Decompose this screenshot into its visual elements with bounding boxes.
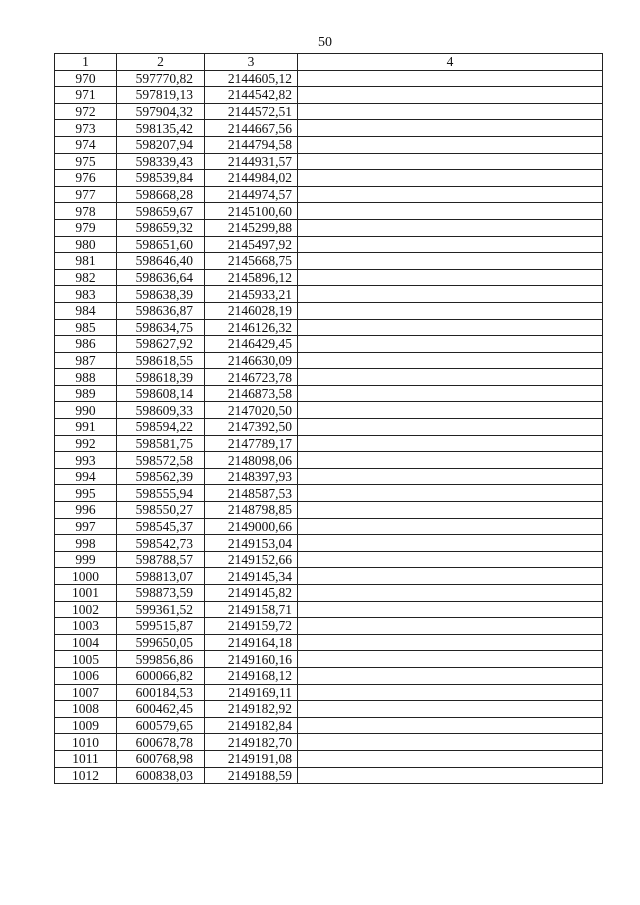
y-coordinate-cell: 2145933,21 [205,286,298,303]
table-row [55,468,603,485]
table-row [55,219,603,236]
y-coordinate-cell: 2148798,85 [205,502,298,519]
notes-cell [298,402,603,419]
y-coordinate-cell: 2146873,58 [205,385,298,402]
y-coordinate-cell: 2146723,78 [205,369,298,386]
x-coordinate-cell: 598651,60 [117,236,205,253]
notes-cell [298,136,603,153]
y-coordinate-cell: 2144984,02 [205,170,298,187]
table-row [55,103,603,120]
x-coordinate-cell: 600066,82 [117,667,205,684]
x-coordinate-cell: 598608,14 [117,385,205,402]
x-coordinate-cell: 599361,52 [117,601,205,618]
table-row [55,618,603,635]
column-header-1: 1 [55,54,117,71]
notes-cell [298,302,603,319]
table-row [55,502,603,519]
y-coordinate-cell: 2149000,66 [205,518,298,535]
table-row [55,651,603,668]
x-coordinate-cell: 598555,94 [117,485,205,502]
point-number-cell: 974 [55,136,117,153]
y-coordinate-cell: 2149191,08 [205,750,298,767]
y-coordinate-cell: 2149188,59 [205,767,298,784]
x-coordinate-cell: 598638,39 [117,286,205,303]
notes-cell [298,419,603,436]
x-coordinate-cell: 598550,27 [117,502,205,519]
notes-cell [298,684,603,701]
point-number-cell: 1011 [55,750,117,767]
table-row [55,253,603,270]
y-coordinate-cell: 2149153,04 [205,535,298,552]
point-number-cell: 979 [55,219,117,236]
point-number-cell: 999 [55,551,117,568]
notes-cell [298,170,603,187]
y-coordinate-cell: 2145497,92 [205,236,298,253]
table-row [55,286,603,303]
x-coordinate-cell: 598539,84 [117,170,205,187]
point-number-cell: 986 [55,336,117,353]
point-number-cell: 1003 [55,618,117,635]
y-coordinate-cell: 2145299,88 [205,219,298,236]
x-coordinate-cell: 598545,37 [117,518,205,535]
x-coordinate-cell: 598609,33 [117,402,205,419]
y-coordinate-cell: 2149152,66 [205,551,298,568]
x-coordinate-cell: 598646,40 [117,253,205,270]
y-coordinate-cell: 2149168,12 [205,667,298,684]
table-row [55,170,603,187]
point-number-cell: 1004 [55,634,117,651]
x-coordinate-cell: 599856,86 [117,651,205,668]
table-row [55,750,603,767]
table-row [55,568,603,585]
point-number-cell: 1008 [55,701,117,718]
y-coordinate-cell: 2148587,53 [205,485,298,502]
notes-cell [298,286,603,303]
x-coordinate-cell: 598873,59 [117,585,205,602]
x-coordinate-cell: 598659,67 [117,203,205,220]
point-number-cell: 975 [55,153,117,170]
x-coordinate-cell: 598135,42 [117,120,205,137]
point-number-cell: 973 [55,120,117,137]
point-number-cell: 977 [55,186,117,203]
notes-cell [298,634,603,651]
x-coordinate-cell: 598627,92 [117,336,205,353]
table-row [55,87,603,104]
y-coordinate-cell: 2144794,58 [205,136,298,153]
x-coordinate-cell: 598659,32 [117,219,205,236]
y-coordinate-cell: 2146429,45 [205,336,298,353]
point-number-cell: 983 [55,286,117,303]
point-number-cell: 998 [55,535,117,552]
y-coordinate-cell: 2146126,32 [205,319,298,336]
notes-cell [298,186,603,203]
point-number-cell: 990 [55,402,117,419]
y-coordinate-cell: 2144542,82 [205,87,298,104]
notes-cell [298,618,603,635]
y-coordinate-cell: 2149159,72 [205,618,298,635]
x-coordinate-cell: 598207,94 [117,136,205,153]
notes-cell [298,70,603,87]
notes-cell [298,585,603,602]
x-coordinate-cell: 598788,57 [117,551,205,568]
point-number-cell: 1009 [55,717,117,734]
point-number-cell: 988 [55,369,117,386]
table-row [55,419,603,436]
y-coordinate-cell: 2145896,12 [205,269,298,286]
table-row [55,551,603,568]
table-row [55,236,603,253]
x-coordinate-cell: 599515,87 [117,618,205,635]
table-row [55,269,603,286]
x-coordinate-cell: 600184,53 [117,684,205,701]
notes-cell [298,236,603,253]
point-number-cell: 993 [55,452,117,469]
x-coordinate-cell: 598618,55 [117,352,205,369]
y-coordinate-cell: 2144572,51 [205,103,298,120]
table-row [55,452,603,469]
notes-cell [298,219,603,236]
point-number-cell: 996 [55,502,117,519]
y-coordinate-cell: 2148397,93 [205,468,298,485]
notes-cell [298,269,603,286]
notes-cell [298,385,603,402]
x-coordinate-cell: 598668,28 [117,186,205,203]
y-coordinate-cell: 2146630,09 [205,352,298,369]
notes-cell [298,568,603,585]
table-row [55,634,603,651]
table-row [55,120,603,137]
point-number-cell: 984 [55,302,117,319]
y-coordinate-cell: 2145668,75 [205,253,298,270]
notes-cell [298,667,603,684]
table-row [55,369,603,386]
x-coordinate-cell: 600768,98 [117,750,205,767]
point-number-cell: 1006 [55,667,117,684]
table-body [55,70,603,784]
point-number-cell: 989 [55,385,117,402]
point-number-cell: 972 [55,103,117,120]
y-coordinate-cell: 2149145,82 [205,585,298,602]
y-coordinate-cell: 2144931,57 [205,153,298,170]
point-number-cell: 1005 [55,651,117,668]
y-coordinate-cell: 2144667,56 [205,120,298,137]
table-row [55,136,603,153]
notes-cell [298,502,603,519]
x-coordinate-cell: 597904,32 [117,103,205,120]
point-number-cell: 976 [55,170,117,187]
column-header-4: 4 [298,54,603,71]
table-row [55,319,603,336]
point-number-cell: 1002 [55,601,117,618]
x-coordinate-cell: 600678,78 [117,734,205,751]
x-coordinate-cell: 598618,39 [117,369,205,386]
table-row [55,767,603,784]
point-number-cell: 997 [55,518,117,535]
notes-cell [298,518,603,535]
table-row [55,518,603,535]
table-row [55,535,603,552]
notes-cell [298,601,603,618]
point-number-cell: 971 [55,87,117,104]
table-row [55,302,603,319]
point-number-cell: 1007 [55,684,117,701]
notes-cell [298,485,603,502]
x-coordinate-cell: 598572,58 [117,452,205,469]
y-coordinate-cell: 2149182,92 [205,701,298,718]
table-row [55,585,603,602]
y-coordinate-cell: 2147789,17 [205,435,298,452]
x-coordinate-cell: 597770,82 [117,70,205,87]
point-number-cell: 982 [55,269,117,286]
notes-cell [298,452,603,469]
table-row [55,336,603,353]
column-header-2: 2 [117,54,205,71]
notes-cell [298,203,603,220]
notes-cell [298,87,603,104]
y-coordinate-cell: 2145100,60 [205,203,298,220]
point-number-cell: 992 [55,435,117,452]
notes-cell [298,468,603,485]
y-coordinate-cell: 2149145,34 [205,568,298,585]
table-row [55,70,603,87]
point-number-cell: 970 [55,70,117,87]
table-row [55,485,603,502]
notes-cell [298,369,603,386]
y-coordinate-cell: 2146028,19 [205,302,298,319]
x-coordinate-cell: 598594,22 [117,419,205,436]
point-number-cell: 980 [55,236,117,253]
table-row [55,385,603,402]
notes-cell [298,319,603,336]
table-row [55,435,603,452]
notes-cell [298,551,603,568]
point-number-cell: 995 [55,485,117,502]
notes-cell [298,535,603,552]
x-coordinate-cell: 598581,75 [117,435,205,452]
point-number-cell: 1012 [55,767,117,784]
notes-cell [298,103,603,120]
x-coordinate-cell: 599650,05 [117,634,205,651]
y-coordinate-cell: 2149164,18 [205,634,298,651]
notes-cell [298,767,603,784]
notes-cell [298,651,603,668]
page-number: 50 [318,35,332,50]
table-row [55,734,603,751]
table-row [55,701,603,718]
x-coordinate-cell: 598813,07 [117,568,205,585]
table-row [55,667,603,684]
y-coordinate-cell: 2149182,70 [205,734,298,751]
y-coordinate-cell: 2148098,06 [205,452,298,469]
table-row [55,717,603,734]
x-coordinate-cell: 600579,65 [117,717,205,734]
column-header-3: 3 [205,54,298,71]
x-coordinate-cell: 597819,13 [117,87,205,104]
y-coordinate-cell: 2144605,12 [205,70,298,87]
table-row [55,352,603,369]
notes-cell [298,336,603,353]
point-number-cell: 1010 [55,734,117,751]
y-coordinate-cell: 2149182,84 [205,717,298,734]
point-number-cell: 994 [55,468,117,485]
coordinates-table [54,53,603,784]
point-number-cell: 991 [55,419,117,436]
notes-cell [298,435,603,452]
point-number-cell: 987 [55,352,117,369]
x-coordinate-cell: 598562,39 [117,468,205,485]
notes-cell [298,253,603,270]
table-row [55,153,603,170]
x-coordinate-cell: 598636,87 [117,302,205,319]
y-coordinate-cell: 2149158,71 [205,601,298,618]
notes-cell [298,120,603,137]
table-header-row [55,54,603,71]
table-row [55,601,603,618]
x-coordinate-cell: 598542,73 [117,535,205,552]
y-coordinate-cell: 2144974,57 [205,186,298,203]
point-number-cell: 1000 [55,568,117,585]
y-coordinate-cell: 2149169,11 [205,684,298,701]
table-row [55,203,603,220]
x-coordinate-cell: 600462,45 [117,701,205,718]
y-coordinate-cell: 2147392,50 [205,419,298,436]
notes-cell [298,352,603,369]
notes-cell [298,750,603,767]
notes-cell [298,717,603,734]
notes-cell [298,701,603,718]
point-number-cell: 985 [55,319,117,336]
y-coordinate-cell: 2149160,16 [205,651,298,668]
y-coordinate-cell: 2147020,50 [205,402,298,419]
x-coordinate-cell: 598634,75 [117,319,205,336]
x-coordinate-cell: 598339,43 [117,153,205,170]
point-number-cell: 978 [55,203,117,220]
x-coordinate-cell: 598636,64 [117,269,205,286]
notes-cell [298,153,603,170]
x-coordinate-cell: 600838,03 [117,767,205,784]
table-row [55,402,603,419]
point-number-cell: 1001 [55,585,117,602]
notes-cell [298,734,603,751]
point-number-cell: 981 [55,253,117,270]
table-row [55,684,603,701]
table-row [55,186,603,203]
